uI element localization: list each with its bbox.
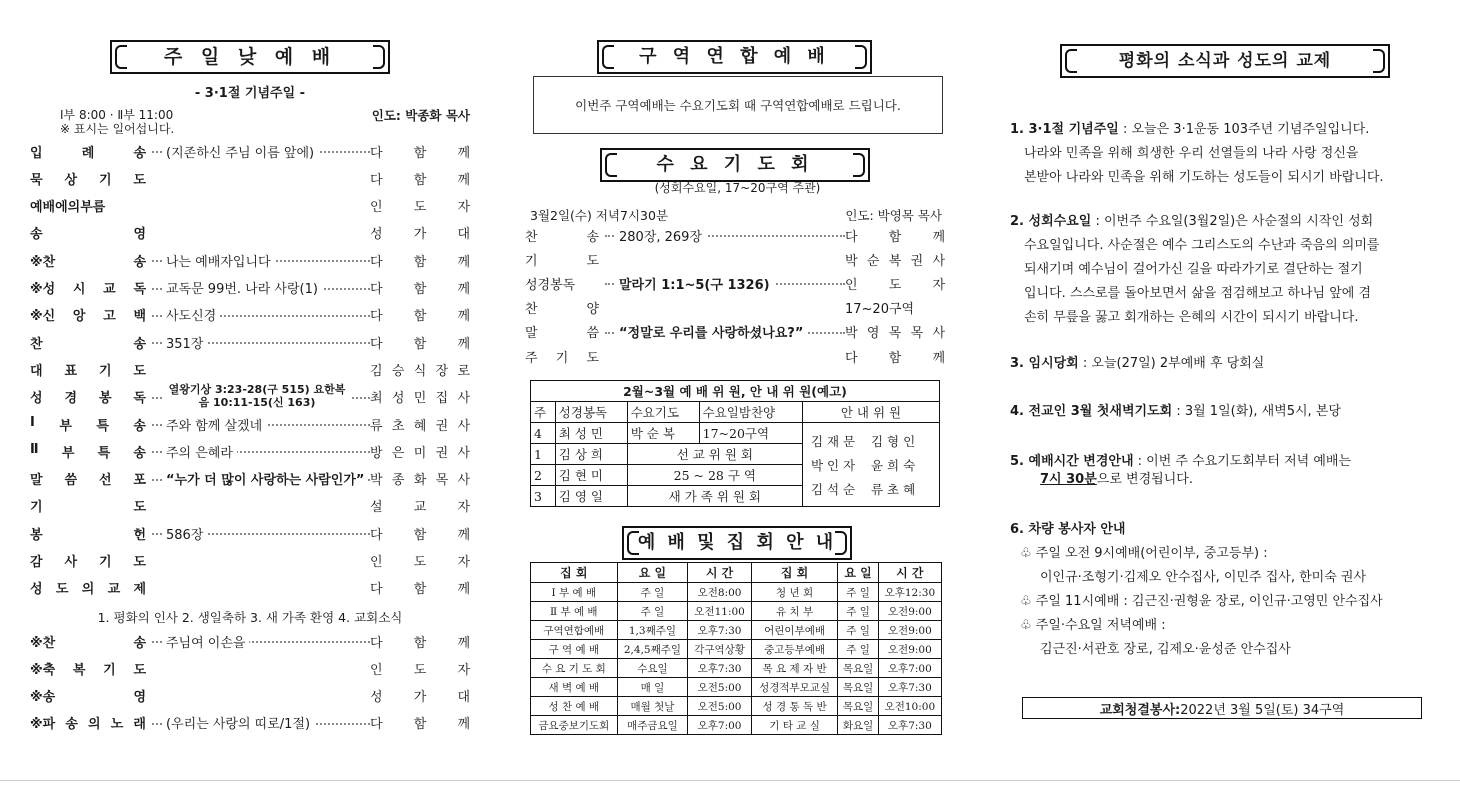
duty-reader: 김 현 미 (555, 465, 627, 486)
news-text: 입니다. 스스로를 돌아보면서 삶을 점검해보고 하나님 앞에 겸 (1024, 286, 1372, 301)
duty-reader: 김 영 일 (555, 486, 627, 507)
schedule-cell: 오전5:00 (688, 678, 751, 697)
schedule-cell: 2,4,5째주일 (617, 640, 688, 659)
volunteer-line: ♧ 주일·수요일 저녁예배 : (1020, 618, 1166, 633)
news-head: 2. 성회수요일 (1010, 214, 1092, 229)
schedule-cell: 청 년 회 (751, 583, 838, 602)
service-item-label: 성경봉독 (525, 277, 576, 293)
schedule-cell: 성 찬 예 배 (531, 697, 618, 716)
service-item-leader: 최 성 민 집 사 (370, 391, 470, 407)
time-change-line (1010, 468, 1435, 492)
usher-name: 박 인 자 (810, 457, 856, 473)
news-title: 평화의 소식과 성도의 교제 (1118, 51, 1332, 71)
schedule-table-wrap (530, 562, 942, 735)
service-times: Ⅰ부 8:00 · Ⅱ부 11:00 (60, 108, 174, 122)
duty-reader: 김 상 희 (555, 444, 627, 465)
duty-week: 2 (531, 465, 556, 486)
schedule-row (531, 716, 942, 735)
news-head: 4. 전교인 3월 첫새벽기도회 (1010, 404, 1173, 419)
service-item-label: ※성 시 교 독 (30, 282, 146, 297)
schedule-cell: 오후7:30 (878, 678, 941, 697)
schedule-cell: 금요중보기도회 (531, 716, 618, 735)
service-item-label: 입 례 송 (30, 145, 146, 161)
service-item-leader: 박 순 복 권 사 (845, 253, 945, 269)
cleaning-box (1022, 697, 1422, 719)
service-item (525, 272, 945, 294)
service-subtitle: - 3·1절 기념주일 - (194, 86, 306, 101)
fellowship-line: 1. 평화의 인사 2. 생일축하 3. 새 가족 환영 4. 교회소식 (97, 610, 403, 625)
news-line (1010, 258, 1435, 282)
wednesday-subtitle: (성회수요일, 17~20구역 주관) (654, 181, 821, 195)
district-notice-box (533, 76, 943, 134)
schedule-cell: 오후12:30 (878, 583, 941, 602)
duty-praise: 17~20구역 (699, 423, 802, 444)
volunteer-line: 이인규·조형기·김제오 안수집사, 이민주 집사, 한미숙 권사 (1040, 570, 1367, 585)
duty-week: 1 (531, 444, 556, 465)
schedule-cell: 목요일 (838, 697, 878, 716)
news-head: 5. 예배시간 변경안내 (1010, 454, 1134, 469)
volunteer-line: ♧ 주일 오전 9시예배(어린이부, 중고등부) : (1020, 546, 1268, 561)
news-head: 1. 3·1절 기념주일 (1010, 122, 1119, 137)
service-item-leader: 박 영 목 목 사 (845, 326, 945, 342)
news-title-frame (1060, 44, 1390, 78)
schedule-cell: 새 벽 예 배 (531, 678, 618, 697)
service-item-detail: 351장 (162, 337, 207, 352)
service-item-detail: 열왕기상 3:23-28(구 515) 요한복음 10:11-15(신 163) (162, 383, 352, 409)
service-item-leader: 인 도 자 (370, 662, 470, 678)
duty-prayer: 박 순 복 (627, 423, 699, 444)
service-item (525, 224, 945, 246)
service-item-detail: 280장, 269장 (615, 230, 706, 245)
news-text: 수요일입니다. 사순절은 예수 그리스도의 수난과 죽음의 의미를 (1024, 238, 1380, 253)
duty-week: 3 (531, 486, 556, 507)
duty-week: 4 (531, 423, 556, 444)
service-item-leader: 방 은 미 권 사 (370, 445, 470, 461)
usher-name: 김 재 문 (810, 433, 856, 449)
schedule-cell: 목 요 제 자 반 (751, 659, 838, 678)
schedule-cell: 1,3째주일 (617, 621, 688, 640)
service-item-leader: 다 함 께 (845, 350, 945, 366)
service-item-leader: 다 함 께 (370, 336, 470, 352)
schedule-cell: Ⅱ 부 예 배 (531, 602, 618, 621)
news-head: 3. 임시당회 (1010, 356, 1079, 371)
schedule-cell: 오전9:00 (878, 621, 941, 640)
schedule-cell: 주 일 (838, 602, 878, 621)
district-notice: 이번주 구역예배는 수요기도회 때 구역연합예배로 드립니다. (575, 98, 901, 113)
service-item-leader: 다 함 께 (370, 582, 470, 598)
schedule-cell: 오전9:00 (878, 640, 941, 659)
schedule-cell: 매 일 (617, 678, 688, 697)
service-item-label: 성 경 봉 독 (30, 391, 146, 407)
usher-name: 김 형 인 (870, 433, 916, 449)
news-line (1010, 234, 1435, 258)
service-item-label: Ⅰ 부 특 송 (30, 414, 146, 434)
service-item-content (152, 142, 370, 161)
service-item-detail: 사도신경 (162, 309, 220, 324)
duty-header: 수요기도 (627, 402, 699, 423)
duty-header: 안 내 위 원 (802, 402, 939, 423)
service-item-label: 찬 양 (525, 302, 599, 318)
news-text: 나라와 민족을 위해 희생한 우리 선열들의 나라 사랑 정신을 (1024, 146, 1359, 161)
service-item-leader: 인 도 자 (845, 277, 945, 293)
usher-name: 윤 희 숙 (870, 457, 916, 473)
service-item (30, 413, 470, 435)
schedule-row (531, 640, 942, 659)
schedule-cell: 주 일 (838, 640, 878, 659)
service-item-content (152, 305, 370, 324)
volunteer-section (1010, 518, 1435, 662)
news-line (1010, 306, 1435, 330)
sunday-service-title-frame (110, 40, 390, 74)
schedule-cell: 주 일 (838, 621, 878, 640)
schedule-cell: 유 치 부 (751, 602, 838, 621)
service-item-label: 말 씀 (525, 326, 599, 342)
service-item (30, 331, 470, 353)
service-item (30, 195, 470, 217)
service-item-content (152, 442, 370, 461)
standing-note: ※ 표시는 일어섭니다. (60, 122, 175, 136)
service-item-label: 예배에의부름 (30, 200, 106, 216)
service-item-content (605, 322, 845, 341)
service-item-detail: 주와 함께 살겠네 (162, 419, 266, 434)
service-item (30, 468, 470, 490)
wednesday-prayer-title-frame (600, 148, 870, 182)
service-item-content (152, 251, 370, 270)
service-item-label: 찬 송 (30, 336, 146, 352)
service-item-leader: 김 승 식 장 로 (370, 363, 470, 379)
service-item-leader: 다 함 께 (370, 172, 470, 188)
news-line (1010, 142, 1435, 166)
schedule-cell: 목요일 (838, 659, 878, 678)
schedule-cell: 오전11:00 (688, 602, 751, 621)
schedule-cell: 오전9:00 (878, 602, 941, 621)
service-item-content (152, 415, 370, 434)
service-item-label: 말 씀 선 포 (30, 473, 146, 489)
service-item-label: 대 표 기 도 (30, 363, 146, 379)
service-item-leader: 인 도 자 (370, 200, 470, 216)
service-item (525, 297, 945, 319)
news-item (1010, 210, 1435, 330)
schedule-header: 집 회 (751, 563, 838, 583)
service-item (30, 277, 470, 299)
service-item-leader: 다 함 께 (370, 254, 470, 270)
service-item-label: 성 도 의 교 제 (30, 582, 146, 598)
duty-prayer: 선 교 위 원 회 (627, 444, 802, 465)
schedule-cell: 오후7:00 (688, 716, 751, 735)
service-item-content (152, 278, 370, 297)
service-item-leader: 류 초 혜 권 사 (370, 418, 470, 434)
time-change-value: 7시 30분 (1040, 472, 1097, 487)
schedule-cell: 오전5:00 (688, 697, 751, 716)
schedule-title-frame (622, 526, 852, 560)
service-item-content (152, 524, 370, 543)
service-item-content (605, 226, 845, 245)
schedule-title: 예 배 및 집 회 안 내 (637, 532, 837, 553)
service-item-detail: 나는 예배자입니다 (162, 255, 275, 270)
schedule-cell: 성경적부모교실 (751, 678, 838, 697)
schedule-cell: 성 경 통 독 반 (751, 697, 838, 716)
service-item-detail: 교독문 99번. 나라 사랑(1) (162, 282, 322, 297)
bottom-divider (0, 780, 1460, 781)
service-item (30, 140, 470, 162)
usher-name: 김 석 순 (810, 481, 856, 497)
service-item (30, 249, 470, 271)
news-text: : 오늘(27일) 2부예배 후 당회실 (1078, 356, 1265, 371)
service-item-detail: 말라기 1:1~5(구 1326) (615, 278, 774, 293)
service-item-label: ※신 앙 고 백 (30, 309, 146, 325)
schedule-row (531, 678, 942, 697)
schedule-cell: 구역연합예배 (531, 621, 618, 640)
service-item (525, 321, 945, 343)
schedule-cell: 오전10:00 (878, 697, 941, 716)
service-item (30, 577, 470, 599)
service-item-detail: 주의 은혜라 (162, 446, 237, 461)
schedule-cell: 주 일 (617, 583, 688, 602)
service-item-content (152, 632, 370, 651)
duty-roster-title: 2월~3월 예 배 위 원, 안 내 위 원(예고) (531, 381, 940, 402)
schedule-cell: 오후7:00 (878, 659, 941, 678)
service-item (30, 440, 470, 462)
service-item (30, 712, 470, 734)
service-item-content (152, 713, 370, 732)
service-item (30, 304, 470, 326)
news-text: : 오늘은 3·1운동 103주년 기념주일입니다. (1118, 122, 1370, 137)
schedule-row (531, 697, 942, 716)
service-item-leader: 다 함 께 (845, 229, 945, 245)
duty-roster (530, 380, 940, 507)
service-item-leader: 인 도 자 (370, 555, 470, 570)
schedule-header: 요 일 (617, 563, 688, 583)
schedule-header: 시 간 (688, 563, 751, 583)
sunday-service-title: 주 일 낮 예 배 (163, 46, 337, 68)
wednesday-leader: 인도: 박영목 목사 (845, 208, 942, 223)
service-item (30, 495, 470, 517)
schedule-cell: 기 타 교 실 (751, 716, 838, 735)
schedule-table (530, 562, 942, 735)
schedule-row (531, 621, 942, 640)
presider: 인도: 박종화 목사 (371, 108, 470, 123)
schedule-cell: 매주금요일 (617, 716, 688, 735)
service-item-label: ※축 복 기 도 (30, 662, 146, 678)
service-item-leader: 다 함 께 (370, 309, 470, 325)
service-item-label: 감 사 기 도 (30, 555, 146, 570)
service-item-leader: 다 함 께 (370, 635, 470, 651)
service-item (30, 657, 470, 679)
service-item-detail: 586장 (162, 528, 207, 543)
schedule-cell: 중고등부예배 (751, 640, 838, 659)
schedule-cell: 오후7:30 (688, 621, 751, 640)
service-item-content (152, 469, 370, 488)
service-item-leader: 설 교 자 (370, 500, 470, 516)
news-line (1010, 282, 1435, 306)
wednesday-prayer-title: 수 요 기 도 회 (656, 154, 814, 175)
schedule-header-row (531, 563, 942, 583)
schedule-cell: 매월 첫날 (617, 697, 688, 716)
service-item (30, 383, 470, 410)
news-text: : 이번 주 수요기도회부터 저녁 예배는 (1133, 454, 1352, 469)
schedule-cell: 오후7:30 (688, 659, 751, 678)
duty-header: 주 (531, 402, 556, 423)
usher-cell (802, 423, 939, 507)
duty-header-row (531, 402, 940, 423)
service-item-label: 기 도 (525, 253, 599, 269)
news-text: : 이번주 수요일(3월2일)은 사순절의 시작인 성회 (1091, 214, 1374, 229)
schedule-cell: Ⅰ 부 예 배 (531, 583, 618, 602)
duty-reader: 최 성 민 (555, 423, 627, 444)
service-item (525, 248, 945, 270)
service-item-detail: “누가 더 많이 사랑하는 사람인가” (162, 473, 368, 488)
wednesday-date: 3월2일(수) 저녁7시30분 (530, 208, 669, 223)
news-item (1010, 400, 1435, 424)
schedule-cell: 구 역 예 배 (531, 640, 618, 659)
news-line (1010, 352, 1435, 376)
schedule-row (531, 583, 942, 602)
duty-header: 성경봉독 (555, 402, 627, 423)
time-change-tail: 으로 변경됩니다. (1096, 472, 1193, 487)
volunteer-line: ♧ 주일 11시예배 : 김근진·권형윤 장로, 이인규·고영민 안수집사 (1020, 594, 1383, 609)
news-item (1010, 352, 1435, 376)
service-item (30, 630, 470, 652)
district-worship-title-frame (597, 40, 872, 74)
cleaning-value: 2022년 3월 5일(토) 34구역 (1180, 702, 1345, 718)
schedule-row (531, 602, 942, 621)
service-item-label: ※송 영 (30, 690, 146, 706)
schedule-header: 요 일 (838, 563, 878, 583)
duty-prayer: 25 ~ 28 구 역 (627, 465, 802, 486)
service-item (525, 345, 945, 367)
news-line (1010, 118, 1435, 142)
service-item-detail: (우리는 사랑의 띠로/1절) (162, 717, 314, 732)
schedule-cell: 오전8:00 (688, 583, 751, 602)
service-item-label: 찬 송 (525, 229, 599, 245)
cleaning-label: 교회청결봉사: (1099, 702, 1181, 718)
service-item-label: ※찬 송 (30, 635, 146, 651)
volunteer-line: 김근진·서관호 장로, 김제오·윤성준 안수집사 (1040, 642, 1291, 657)
service-item-label: ※파 송 의 노 래 (30, 717, 146, 733)
service-item-detail: (지존하신 주님 이름 앞에) (162, 146, 318, 161)
schedule-cell: 오후7:30 (878, 716, 941, 735)
service-item-label: Ⅱ 부 특 송 (30, 441, 146, 461)
news-text: 손히 무릎을 꿇고 회개하는 은혜의 시간이 되시기 바랍니다. (1024, 310, 1359, 325)
schedule-cell: 목요일 (838, 678, 878, 697)
service-item-leader: 다 함 께 (370, 527, 470, 543)
schedule-header: 집 회 (531, 563, 618, 583)
news-line (1010, 210, 1435, 234)
news-text: 본받아 나라와 민족을 위해 기도하는 성도들이 되시기 바랍니다. (1024, 170, 1384, 185)
service-item-detail: “정말로 우리를 사랑하셨나요?” (615, 326, 807, 341)
service-item-leader: 다 함 께 (370, 282, 470, 297)
schedule-cell: 화요일 (838, 716, 878, 735)
news-line (1010, 400, 1435, 424)
duty-row (531, 423, 940, 444)
service-item-content (152, 333, 370, 352)
schedule-cell: 어린이부예배 (751, 621, 838, 640)
schedule-cell: 각구역상황 (688, 640, 751, 659)
district-worship-title: 구 역 연 합 예 배 (639, 46, 830, 67)
news-line (1010, 166, 1435, 190)
duty-prayer: 새 가 족 위 원 회 (627, 486, 802, 507)
volunteer-head: 6. 차량 봉사자 안내 (1010, 522, 1126, 537)
service-item-leader: 성 가 대 (370, 227, 470, 243)
service-item-content (152, 383, 370, 410)
service-item-content (605, 274, 845, 293)
service-item-leader: 성 가 대 (370, 690, 470, 706)
service-item-leader: 다 함 께 (370, 717, 470, 733)
schedule-cell: 수 요 기 도 회 (531, 659, 618, 678)
service-item (30, 550, 470, 572)
service-item (30, 167, 470, 189)
service-item-leader: 17~20구역 (845, 302, 915, 318)
service-item (30, 522, 470, 544)
schedule-cell: 주 일 (617, 602, 688, 621)
service-item-label: 묵 상 기 도 (30, 172, 146, 188)
service-item-label: 주 기 도 (525, 350, 599, 366)
schedule-cell: 수요일 (617, 659, 688, 678)
service-item (30, 222, 470, 244)
service-item-leader: 다 함 께 (370, 145, 470, 161)
schedule-header: 시 간 (878, 563, 941, 583)
usher-name: 류 초 혜 (870, 481, 916, 497)
duty-header: 수요일밤찬양 (699, 402, 802, 423)
service-item-label: ※찬 송 (30, 254, 146, 270)
news-text: 되새기며 예수님이 걸어가신 길을 따라가기로 결단하는 절기 (1024, 262, 1363, 277)
news-item (1010, 118, 1435, 190)
service-item-label: 송 영 (30, 227, 146, 243)
service-item-leader: 박 종 화 목 사 (370, 473, 470, 489)
service-item-label: 기 도 (30, 500, 146, 516)
service-item (30, 685, 470, 707)
news-text: : 3월 1일(화), 새벽5시, 본당 (1172, 404, 1341, 419)
schedule-cell: 주 일 (838, 583, 878, 602)
schedule-row (531, 659, 942, 678)
service-item-label: 봉 헌 (30, 527, 146, 543)
service-item (30, 358, 470, 380)
service-item-detail: 주님여 이손을 (162, 636, 249, 651)
